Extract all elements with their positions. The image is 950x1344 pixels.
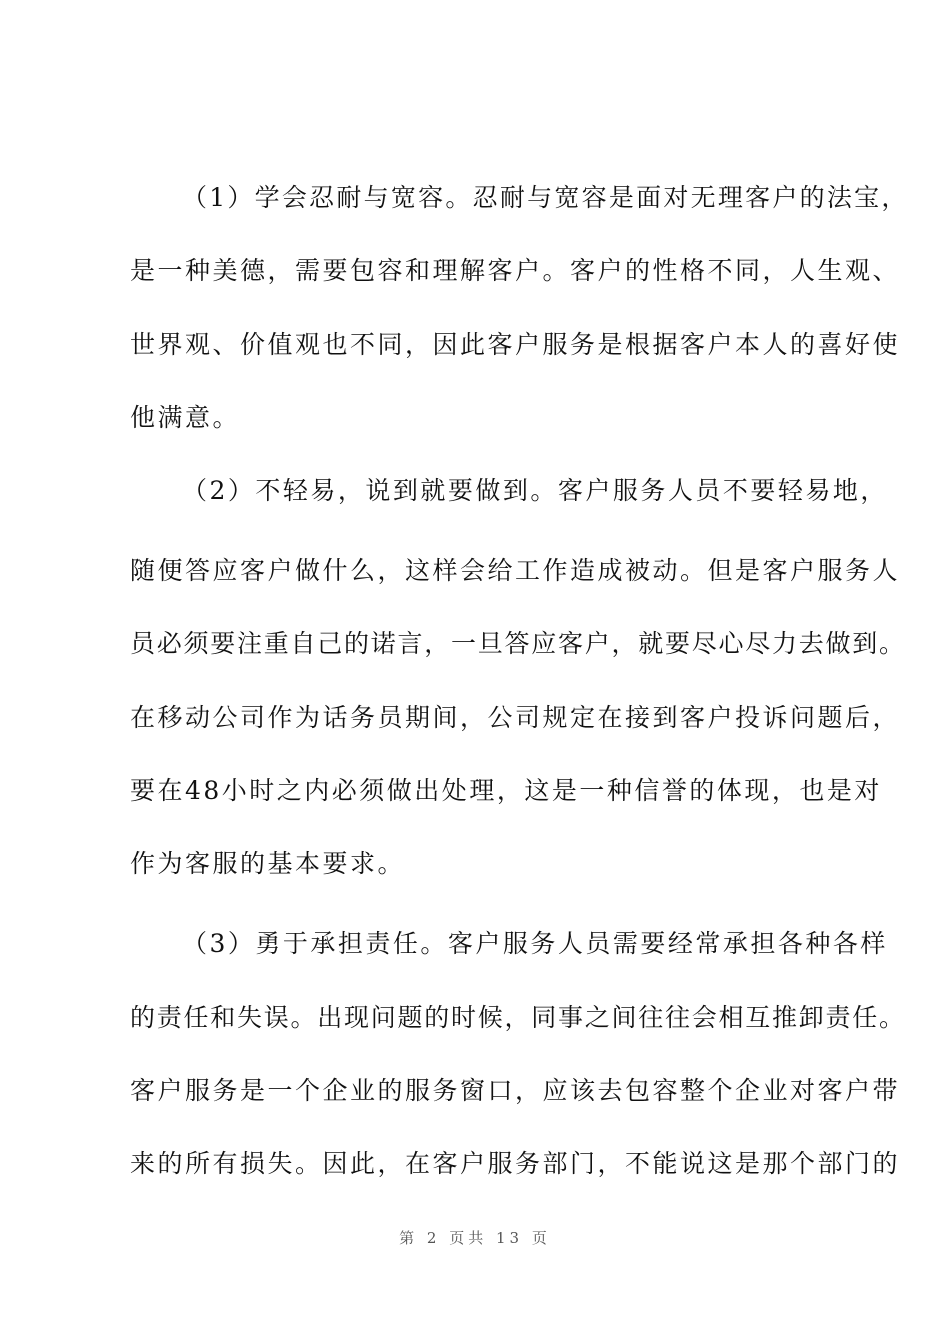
paragraph-3-line-4: 来的所有损失。因此，在客户服务部门，不能说这是那个部门的 [130, 1149, 901, 1178]
paragraph-1-line-3: 世界观、价值观也不同，因此客户服务是根据客户本人的喜好使 [130, 330, 901, 359]
paragraph-2-line-1: （2）不轻易，说到就要做到。客户服务人员不要轻易地， [182, 476, 888, 505]
paragraph-2-line-4: 在移动公司作为话务员期间，公司规定在接到客户投诉问题后， [130, 703, 901, 732]
paragraph-2-line-6: 作为客服的基本要求。 [130, 849, 406, 878]
paragraph-1-line-2: 是一种美德，需要包容和理解客户。客户的性格不同，人生观、 [130, 256, 901, 285]
paragraph-1-line-4: 他满意。 [130, 403, 241, 432]
paragraph-2-line-3: 员必须要注重自己的诺言，一旦答应客户，就要尽心尽力去做到。 [130, 629, 906, 658]
paragraph-2-line-2: 随便答应客户做什么，这样会给工作造成被动。但是客户服务人 [130, 556, 901, 585]
paragraph-1-line-1: （1）学会忍耐与宽容。忍耐与宽容是面对无理客户的法宝， [182, 183, 909, 212]
paragraph-3-line-3: 客户服务是一个企业的服务窗口，应该去包容整个企业对客户带 [130, 1076, 901, 1105]
page-number-footer: 第 2 页共 13 页 [399, 1229, 551, 1247]
paragraph-3-line-2: 的责任和失误。出现问题的时候，同事之间往往会相互推卸责任。 [130, 1003, 906, 1032]
paragraph-3-line-1: （3）勇于承担责任。客户服务人员需要经常承担各种各样 [182, 929, 888, 958]
paragraph-2-line-5: 要在48小时之内必须做出处理，这是一种信誉的体现，也是对 [130, 776, 882, 805]
